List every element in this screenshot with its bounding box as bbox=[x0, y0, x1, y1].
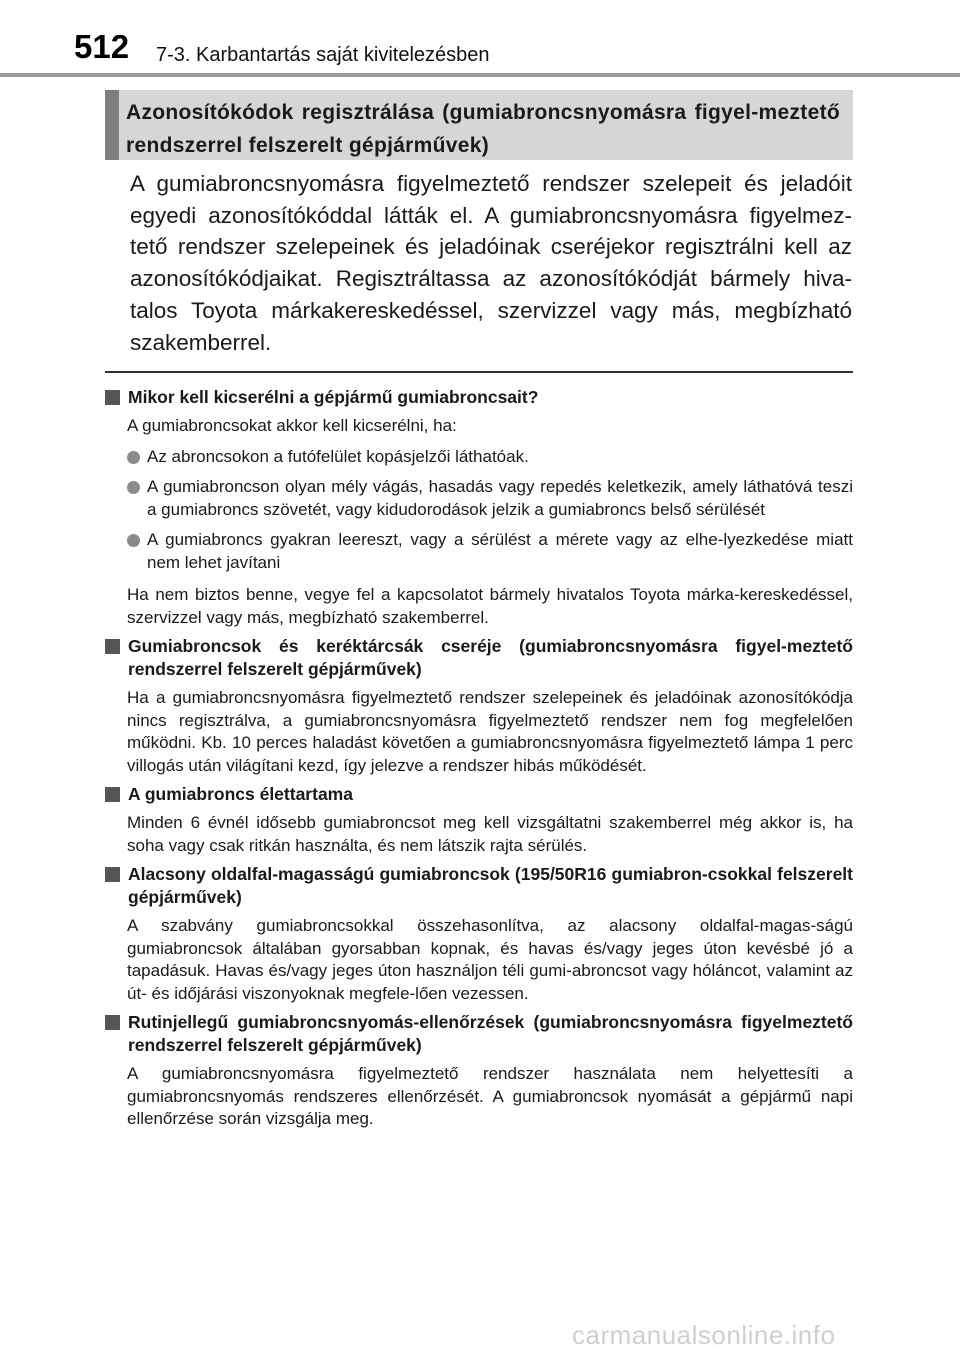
note-heading-text: A gumiabroncs élettartama bbox=[128, 784, 353, 804]
note-heading-text: Gumiabroncsok és keréktárcsák cseréje (gumiabroncsnyomásra figyel-meztető rendszerrel felszerelt gépjárművek) bbox=[128, 636, 853, 679]
note-text: A gumiabroncsnyomásra figyelmeztető rendszer használata nem helyettesíti a gumiabroncsnyomás rendszeres ellenőrzését. A gumiabroncsok nyomását a gépjármű napi ellenőrzése során vizsgálja meg. bbox=[127, 1064, 853, 1128]
page-header bbox=[0, 0, 960, 78]
square-bullet-icon bbox=[105, 787, 120, 802]
list-item-text: A gumiabroncs gyakran leereszt, vagy a sérülést a mérete vagy az elhe-lyezkedése miatt nem lehet javítani bbox=[147, 530, 853, 572]
note-heading bbox=[105, 863, 853, 909]
note-heading bbox=[105, 783, 853, 806]
section-title: Azonosítókódok regisztrálása (gumiabroncsnyomásra figyel-meztető rendszerrel felszerelt gépjárművek) bbox=[126, 101, 840, 157]
note-text: Ha a gumiabroncsnyomásra figyelmeztető rendszer szelepeinek és jeladóinak azonosítókódja nincs regisztrálva, a gumiabroncsnyomásra figyelmeztető rendszer nem fog megfelelően működni. Kb. 10 perces haladást követően a gumiabroncsnyomásra figyelmeztető lámpa 1 perc villogás után világítani kezd, így jelezve a rendszer hibás működését. bbox=[127, 688, 853, 775]
note-heading bbox=[105, 1011, 853, 1057]
note-heading-text: Rutinjellegű gumiabroncsnyomás-ellenőrzések (gumiabroncsnyomásra figyelmeztető rendszerrel felszerelt gépjárművek) bbox=[128, 1012, 853, 1055]
square-bullet-icon bbox=[105, 867, 120, 882]
square-bullet-icon bbox=[105, 639, 120, 654]
note-text: Ha nem biztos benne, vegye fel a kapcsolatot bármely hivatalos Toyota márka-kereskedéssel, szervizzel vagy más, megbízható szakemberrel. bbox=[127, 585, 853, 627]
note-text: A gumiabroncsokat akkor kell kicserélni, ha: bbox=[127, 416, 457, 435]
notes-content bbox=[105, 380, 853, 1131]
page-number: 512 bbox=[74, 28, 130, 65]
circle-bullet-icon bbox=[127, 481, 140, 494]
watermark: carmanualsonline.info bbox=[572, 1320, 836, 1350]
section-divider bbox=[105, 371, 853, 373]
note-heading-text: Alacsony oldalfal-magasságú gumiabroncsok (195/50R16 gumiabron-csokkal felszerelt gépjárművek) bbox=[128, 864, 853, 907]
list-item bbox=[127, 446, 853, 469]
chapter-title: 7-3. Karbantartás saját kivitelezésben bbox=[156, 44, 490, 66]
note-text: A szabvány gumiabroncsokkal összehasonlítva, az alacsony oldalfal-magas-ságú gumiabroncsok általában gyorsabban kopnak, és havas és/vagy jeges úton kevésbé jó a tapadásuk. Havas és/vagy jeges úton használjon téli gumi-abroncsot vagy hóláncot, valamint az út- és időjárási viszonyoknak megfele-lően vezessen. bbox=[127, 916, 853, 1003]
note-text: Minden 6 évnél idősebb gumiabroncsot meg kell vizsgáltatni szakemberrel még akkor is, ha soha vagy csak ritkán használta, és nem látszik rajta sérülés. bbox=[127, 813, 853, 855]
note-heading bbox=[105, 386, 853, 409]
square-bullet-icon bbox=[105, 1015, 120, 1030]
list-item-text: A gumiabroncson olyan mély vágás, hasadás vagy repedés keletkezik, amely láthatóvá teszi a gumiabroncs szövetét, vagy kidudorodások jelzik a gumiabroncs belső sérülését bbox=[147, 477, 853, 519]
section-intro: A gumiabroncsnyomásra figyelmeztető rendszer szelepeit és jeladóit egyedi azonosítókóddal látták el. A gumiabroncsnyomásra figyelmez-tető rendszer szelepeinek és jeladóinak cseréjekor regisztrálni kell az azonosítókódjaikat. Regisztráltassa az azonosítókódját bármely hiva-talos Toyota márkakereskedéssel, szervizzel vagy más, megbízható szakemberrel. bbox=[130, 171, 852, 355]
circle-bullet-icon bbox=[127, 451, 140, 464]
square-bullet-icon bbox=[105, 390, 120, 405]
header-rule bbox=[0, 73, 960, 77]
list-item bbox=[127, 529, 853, 574]
note-heading bbox=[105, 635, 853, 681]
circle-bullet-icon bbox=[127, 534, 140, 547]
list-item bbox=[127, 476, 853, 521]
list-item-text: Az abroncsokon a futófelület kopásjelzői láthatóak. bbox=[147, 446, 529, 466]
note-heading-text: Mikor kell kicserélni a gépjármű gumiabroncsait? bbox=[128, 387, 539, 407]
